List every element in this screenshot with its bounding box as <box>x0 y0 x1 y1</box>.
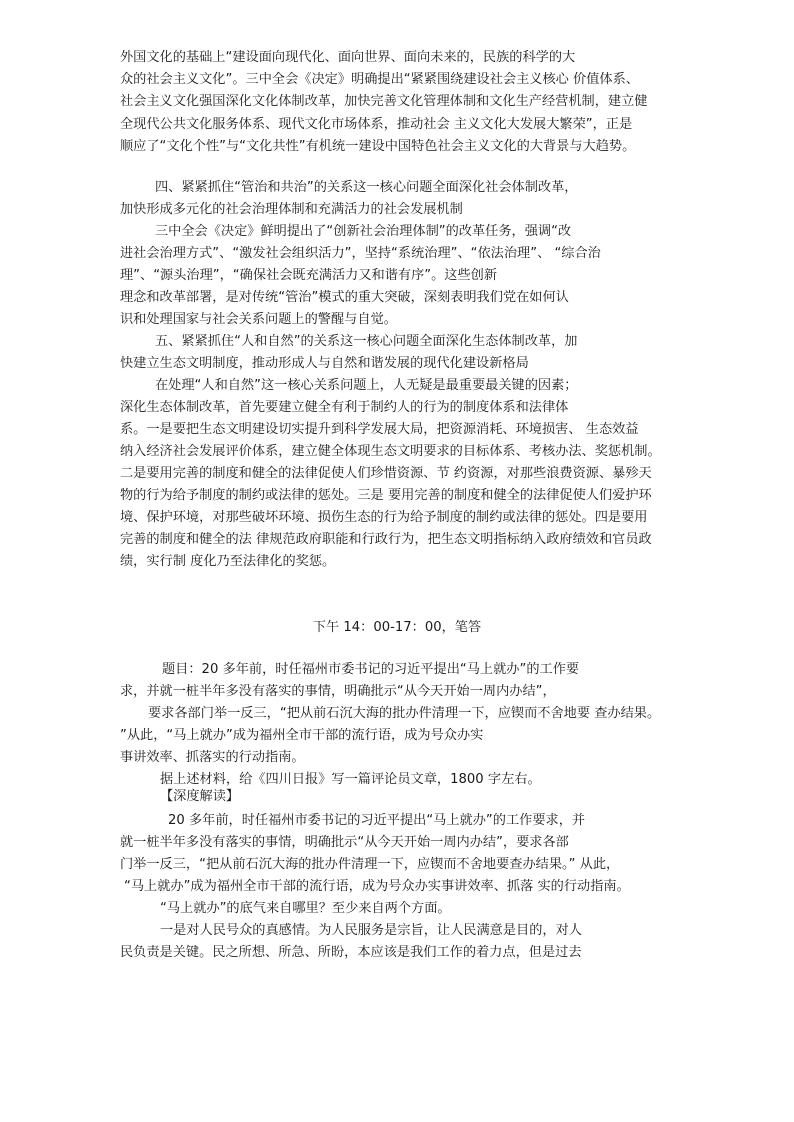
section-heading: 四、紧紧抓住“管治和共治”的关系这一核心问题全面深化社会体制改革， <box>155 180 578 195</box>
text-line: 20 多年前，时任福州市委书记的习近平提出“马上就办”的工作要求，并 <box>168 813 586 828</box>
text-line: 纳入经济社会发展评价体系，建立健全体现生态文明要求的目标体系、考核办法、奖惩机制。 <box>120 444 661 459</box>
text-line: “马上就办”的底气来自哪里？至少来自两个方面。 <box>160 901 451 916</box>
text-line: 顺应了“文化个性”与“文化共性”有机统一建设中国特色社会主义文化的大背景与大趋势。 <box>120 139 636 154</box>
question-text: ”从此，“马上就办”成为福州全市干部的流行语，成为号众办实 <box>120 728 484 743</box>
text-line: 深化生态体制改革，首先要建立健全有利于制约人的行为的制度体系和法律体 <box>120 400 569 415</box>
text-line: 众的社会主义文化”。三中全会《决定》明确提出“紧紧围绕建设社会主义核心 价值体系、 <box>120 72 639 87</box>
section-heading: 五、紧紧抓住“人和自然”的关系这一核心问题全面深化生态体制改革，加 <box>155 334 578 349</box>
exam-time-heading: 下午 14：00-17：00，笔答 <box>312 620 482 635</box>
text-line: 就一桩半年多没有落实的事情，明确批示“从今天开始一周内办结”，要求各部 <box>120 835 569 850</box>
text-line: “马上就办”成为福州全市干部的流行语，成为号众办实事讲效率、抓落 实的行动指南。 <box>124 879 630 894</box>
text-line: 三中全会《决定》鲜明提出了“创新社会治理体制”的改革任务，强调“改 <box>155 224 572 239</box>
text-line: 境、保护环境，对那些破坏环境、损伤生态的行为给予制度的制约或法律的惩处。四是要用 <box>120 510 648 525</box>
text-line: 进社会治理方式”、“激发社会组织活力”，坚持“系统治理”、“依法治理”、 “综合治 <box>120 246 601 261</box>
text-line: 完善的制度和健全的法 律规范政府职能和行政行为，把生态文明指标纳入政府绩效和官员政 <box>120 532 652 547</box>
question-text: 题目：20 多年前，时任福州市委书记的习近平提出“马上就办”的工作要 <box>162 662 580 677</box>
text-line: 绩，实行制 度化乃至法律化的奖惩。 <box>120 554 336 569</box>
section-heading: 加快形成多元化的社会治理体制和充满活力的社会发展机制 <box>120 202 463 217</box>
text-line: 外国文化的基础上“建设面向现代化、面向世界、面向未来的，民族的科学的大 <box>120 50 576 65</box>
text-line: 在处理“人和自然”这一核心关系问题上，人无疑是最重要最关键的因素； <box>155 378 578 393</box>
text-line: 识和处理国家与社会关系问题上的警醒与自觉。 <box>120 312 397 327</box>
text-line: 理”、“源头治理”，“确保社会既充满活力又和谐有序”。这些创新 <box>120 268 498 283</box>
text-line: 门举一反三，“把从前石沉大海的批办件清理一下，应锲而不舍地要查办结果。” 从此， <box>120 857 620 872</box>
question-text: 事讲效率、抓落实的行动指南。 <box>120 750 305 765</box>
text-line: 系。一是要把生态文明建设切实提升到科学发展大局，把资源消耗、环境损害、 生态效益 <box>120 422 639 437</box>
text-line: 二是要用完善的制度和健全的法律促使人们珍惜资源、节 约资源，对那些浪费资源、暴殄天 <box>120 466 652 481</box>
section-label: 【深度解读】 <box>160 789 240 804</box>
text-line: 民负责是关键。民之所想、所急、所盼，本应该是我们工作的着力点，但是过去 <box>120 945 582 960</box>
question-instruction: 据上述材料，给《四川日报》写一篇评论员文章，1800 字左右。 <box>160 772 541 787</box>
section-heading: 快建立生态文明制度，推动形成人与自然和谐发展的现代化建设新格局 <box>120 356 529 371</box>
question-text: 要求各部门举一反三，“把从前石沉大海的批办件清理一下，应锲而不舍地要 查办结果。 <box>148 706 661 721</box>
text-line: 物的行为给予制度的制约或法律的惩处。三是 要用完善的制度和健全的法律促使人们爱护环 <box>120 488 652 503</box>
text-line: 理念和改革部署，是对传统“管治”模式的重大突破，深刻表明我们党在如何认 <box>120 290 569 305</box>
text-line: 社会主义文化强国深化文化体制改革，加快完善文化管理体制和文化生产经营机制，建立健 <box>120 94 648 109</box>
text-line: 一是对人民号众的真感情。为人民服务是宗旨，让人民满意是目的，对人 <box>160 923 582 938</box>
text-line: 全现代公共文化服务体系、现代文化市场体系，推动社会 主义文化大发展大繁荣”，正是 <box>120 117 633 132</box>
question-text: 求，并就一桩半年多没有落实的事情，明确批示“从今天开始一周内办结”， <box>120 684 556 699</box>
